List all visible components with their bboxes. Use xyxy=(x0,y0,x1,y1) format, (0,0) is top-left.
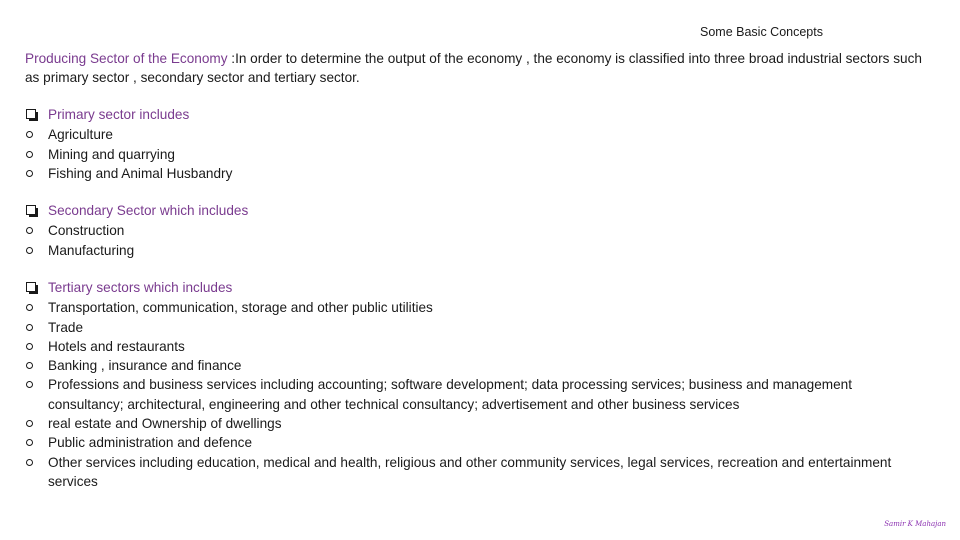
list-item xyxy=(25,356,930,375)
section-heading-row xyxy=(25,105,930,125)
list-item xyxy=(25,414,930,433)
circle-bullet-icon xyxy=(25,318,48,337)
square-bullet-icon xyxy=(25,278,48,298)
list-item-text: Fishing and Animal Husbandry xyxy=(48,165,233,181)
list-item-text: Transportation, communication, storage and other public utilities xyxy=(48,300,433,316)
list-item xyxy=(25,375,930,414)
author-signature: Samir K Mahajan xyxy=(884,520,946,528)
list-item xyxy=(25,337,930,356)
list-item-text: Agriculture xyxy=(48,127,113,143)
circle-bullet-icon xyxy=(25,453,48,472)
circle-bullet-icon xyxy=(25,164,48,183)
list-item-text: real estate and Ownership of dwellings xyxy=(48,416,282,432)
list-item-text: Mining and quarrying xyxy=(48,146,175,162)
section-heading: Secondary Sector which includes xyxy=(48,203,249,218)
list-item-text: Manufacturing xyxy=(48,242,135,258)
intro-body: :In order to determine the output of the economy , the economy is classified into three broad industrial sectors such as primary sector , secondary sector and tertiary sector. xyxy=(25,51,922,86)
list-item-text: Hotels and restaurants xyxy=(48,338,185,354)
circle-bullet-icon xyxy=(25,356,48,375)
section-heading-row xyxy=(25,278,930,298)
section-heading: Tertiary sectors which includes xyxy=(48,280,233,295)
circle-bullet-icon xyxy=(25,337,48,356)
list-item-text: Banking , insurance and finance xyxy=(48,358,242,374)
intro-lead: Producing Sector of the Economy xyxy=(25,51,228,66)
list-item xyxy=(25,241,930,260)
square-bullet-icon xyxy=(25,105,48,125)
slide-header-title: Some Basic Concepts xyxy=(700,25,823,39)
list-item xyxy=(25,164,930,183)
list-item-text: Professions and business services including accounting; software development; data processing services; business and management consultancy; architectural, engineering and other technical consultancy; advertisement and other business services xyxy=(48,377,852,412)
section-heading-row xyxy=(25,201,930,221)
intro-paragraph xyxy=(25,49,925,87)
circle-bullet-icon xyxy=(25,221,48,240)
circle-bullet-icon xyxy=(25,125,48,144)
square-bullet-icon xyxy=(25,201,48,221)
primary-sector-section xyxy=(25,105,930,183)
list-item xyxy=(25,318,930,337)
circle-bullet-icon xyxy=(25,375,48,394)
section-heading: Primary sector includes xyxy=(48,107,190,122)
circle-bullet-icon xyxy=(25,145,48,164)
list-item xyxy=(25,145,930,164)
list-item-text: Other services including education, medical and health, religious and other community services, legal services, recreation and entertainment services xyxy=(48,454,892,489)
list-item xyxy=(25,433,930,452)
circle-bullet-icon xyxy=(25,433,48,452)
list-item-text: Trade xyxy=(48,319,84,335)
list-item-text: Construction xyxy=(48,223,125,239)
list-item xyxy=(25,298,930,317)
circle-bullet-icon xyxy=(25,414,48,433)
list-item-text: Public administration and defence xyxy=(48,435,253,451)
tertiary-sector-section xyxy=(25,278,930,491)
list-item xyxy=(25,125,930,144)
list-item xyxy=(25,221,930,240)
secondary-sector-section xyxy=(25,201,930,260)
list-item xyxy=(25,453,930,492)
circle-bullet-icon xyxy=(25,241,48,260)
circle-bullet-icon xyxy=(25,298,48,317)
